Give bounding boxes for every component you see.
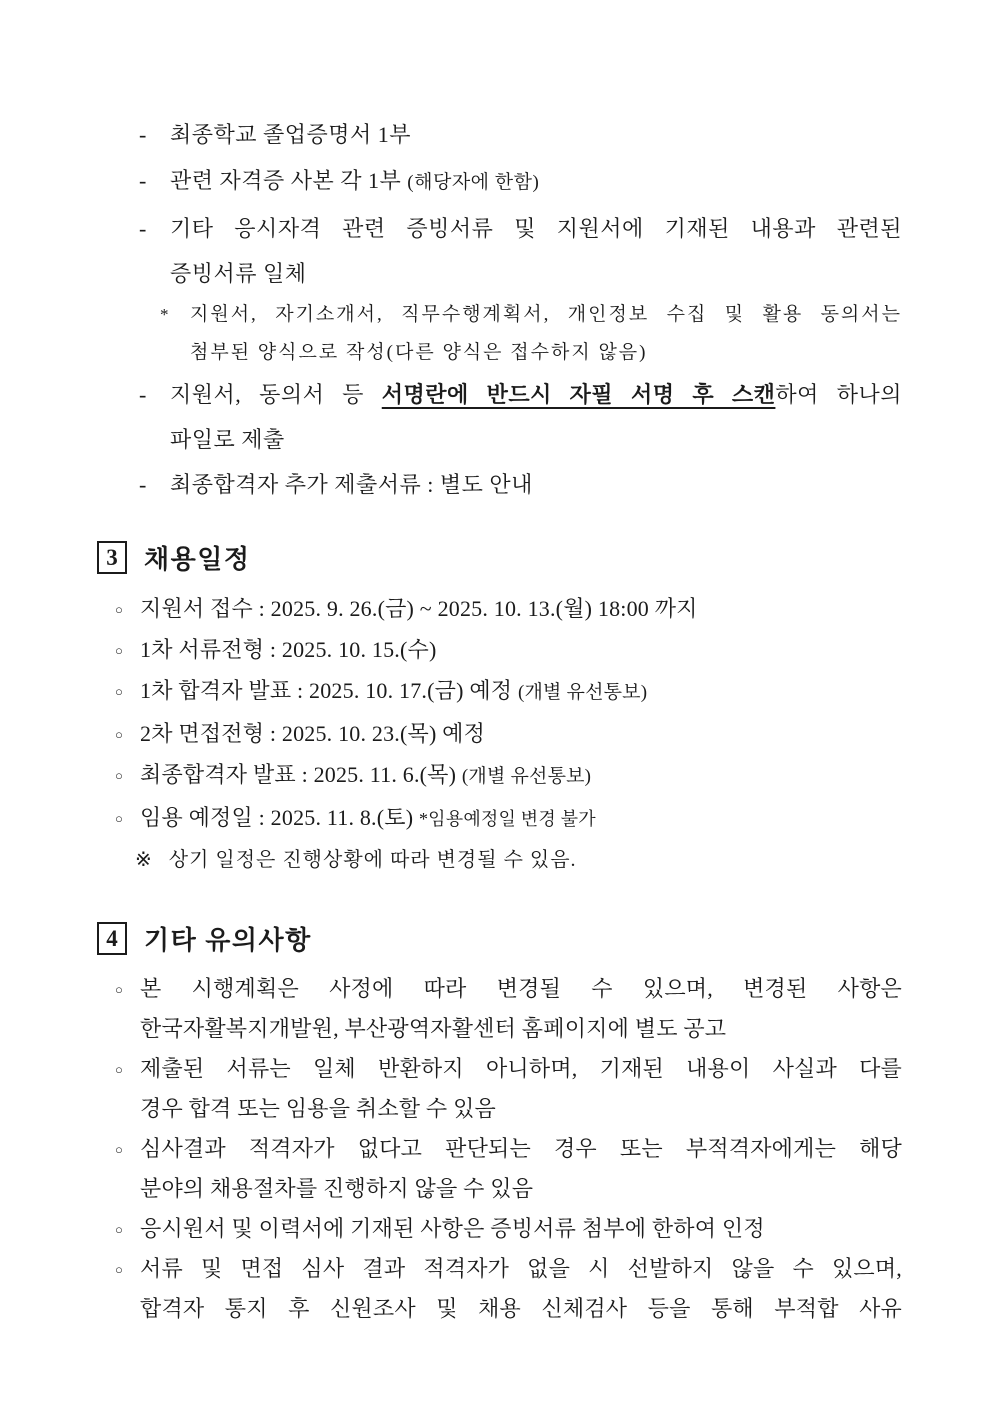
list-item-text: 최종학교 졸업증명서 1부 [170,122,412,147]
circle-marker: ○ [115,1142,124,1157]
schedule-disclaimer [97,840,902,881]
etc-item-continuation: 한국자활복지개발원, 부산광역자활센터 홈페이지에 별도 공고 [140,1016,727,1041]
circle-marker: ○ [115,768,124,783]
list-item-text: 최종합격자 추가 제출서류 : 별도 안내 [170,472,533,497]
etc-item-text: 응시원서 및 이력서에 기재된 사항은 증빙서류 첨부에 한하여 인정 [140,1216,765,1241]
circle-marker: ○ [115,643,124,658]
etc-item [97,1209,902,1249]
circle-marker: ○ [115,684,124,699]
asterisk-marker: * [160,305,171,324]
schedule-item-note: (개별 유선통보) [461,766,592,787]
list-item-text: 하여 하나의 [775,382,903,407]
etc-item-continuation: 합격자 통지 후 신원조사 및 채용 신체검사 등을 통해 부적합 사유 [140,1296,902,1321]
circle-marker: ○ [115,1262,124,1277]
list-item [97,462,902,508]
list-item [97,158,902,206]
list-item [97,372,902,418]
list-item-text: 기타 응시자격 관련 증빙서류 및 지원서에 기재된 내용과 관련된 [170,216,902,241]
sub-note-text: 지원서, 자기소개서, 직무수행계획서, 개인정보 수집 및 활용 동의서는 [190,304,902,325]
section-header-schedule [97,536,902,588]
schedule-item-text: 임용 예정일 : 2025. 11. 8.(토) [140,805,419,830]
section-header-etc [97,917,902,969]
schedule-item [97,670,902,713]
sub-note-continuation: 첨부된 양식으로 작성(다른 양식은 접수하지 않음) [190,342,648,363]
etc-item-text: 본 시행계획은 사정에 따라 변경될 수 있으며, 변경된 사항은 [140,976,902,1001]
list-item-text: 지원서, 동의서 등 [170,382,382,407]
schedule-item [97,588,902,629]
list-item-text: 관련 자격증 사본 각 1부 [170,168,408,193]
schedule-item [97,754,902,797]
etc-item-continuation: 경우 합격 또는 임용을 취소할 수 있음 [140,1096,496,1121]
schedule-disclaimer-text: 상기 일정은 진행상황에 따라 변경될 수 있음. [168,849,577,871]
schedule-item [97,713,902,754]
etc-item-text: 제출된 서류는 일체 반환하지 아니하며, 기재된 내용이 사실과 다를 [140,1056,902,1081]
schedule-item-text: 지원서 접수 : 2025. 9. 26.(금) ~ 2025. 10. 13.(월) 18:00 까지 [140,596,698,621]
sub-note [97,296,902,334]
dash-marker: - [139,122,147,147]
schedule-item [97,797,902,840]
dash-marker: - [139,382,147,407]
circle-marker: ○ [115,1062,124,1077]
section-number-box: 4 [97,922,127,955]
section-title: 채용일정 [144,545,251,574]
schedule-item [97,629,902,670]
list-item-note: (해당자에 한함) [407,172,540,193]
dash-marker: - [139,216,147,241]
circle-marker: ○ [115,982,124,997]
etc-item-text: 서류 및 면접 심사 결과 적격자가 없을 시 선발하지 않을 수 있으며, [140,1256,902,1281]
reference-marker: ※ [135,849,153,871]
etc-item [97,969,902,1009]
circle-marker: ○ [115,1222,124,1237]
etc-item-text: 심사결과 적격자가 없다고 판단되는 경우 또는 부적격자에게는 해당 [140,1136,902,1161]
schedule-item-note: *임용예정일 변경 불가 [418,809,596,829]
list-item [97,112,902,158]
etc-item [97,1249,902,1289]
etc-item-continuation: 분야의 채용절차를 진행하지 않을 수 있음 [140,1176,534,1201]
circle-marker: ○ [115,727,124,742]
list-item-continuation: 파일로 제출 [170,427,285,452]
section-number-box: 3 [97,541,127,574]
list-item [97,206,902,252]
schedule-item-text: 1차 서류전형 : 2025. 10. 15.(수) [140,637,437,662]
list-item-continuation: 증빙서류 일체 [170,261,307,286]
schedule-item-text: 2차 면접전형 : 2025. 10. 23.(목) 예정 [140,721,486,746]
circle-marker: ○ [115,602,124,617]
dash-marker: - [139,168,147,193]
circle-marker: ○ [115,811,124,826]
schedule-item-note: (개별 유선통보) [517,682,648,703]
dash-marker: - [139,472,147,497]
etc-item [97,1129,902,1169]
schedule-item-text: 1차 합격자 발표 : 2025. 10. 17.(금) 예정 [140,678,518,703]
section-title: 기타 유의사항 [144,926,312,955]
emphasis-underline: 서명란에 반드시 자필 서명 후 스캔 [381,382,776,407]
etc-item [97,1049,902,1089]
etc-list [97,969,902,1329]
schedule-item-text: 최종합격자 발표 : 2025. 11. 6.(목) [140,762,462,787]
